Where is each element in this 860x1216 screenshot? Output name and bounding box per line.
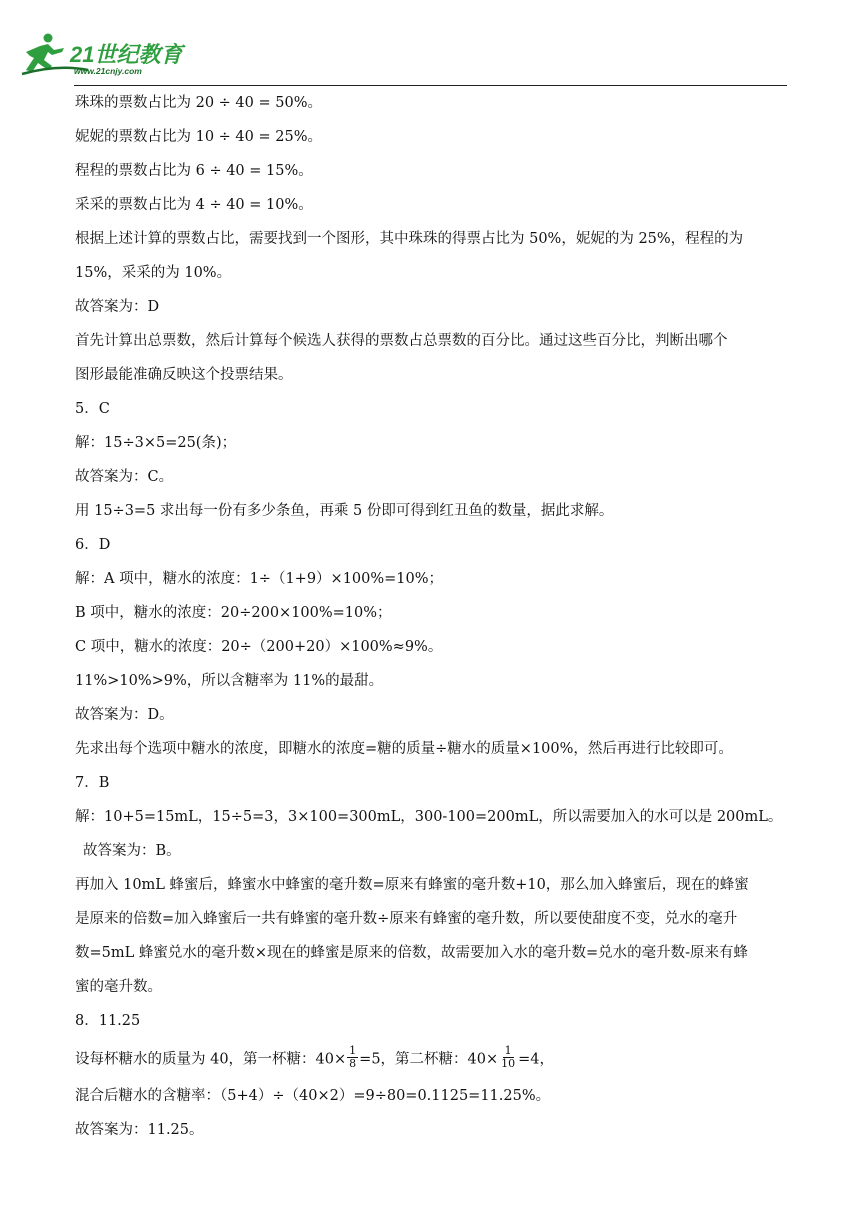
text-line: B 项中，糖水的浓度：20÷200×100%=10%； [75, 605, 392, 621]
text-line: 妮妮的票数占比为 10 ÷ 40 = 25%。 [75, 129, 322, 145]
text-segment: =4， [518, 1051, 555, 1068]
text-line: 故答案为：11.25。 [75, 1122, 204, 1138]
text-line: 珠珠的票数占比为 20 ÷ 40 = 50%。 [75, 95, 322, 111]
fraction-line [75, 1044, 555, 1072]
fraction [499, 1045, 517, 1070]
logo-text: 21世纪教育 [70, 42, 183, 67]
text-line: 解：10+5=15mL，15÷5=3，3×100=300mL，300-100=200mL，所以需要加入的水可以是 200mL。 [75, 809, 783, 825]
text-line: 15%，采采的为 10%。 [75, 265, 232, 281]
text-line: 程程的票数占比为 6 ÷ 40 = 15%。 [75, 163, 313, 179]
text-line: 解：15÷3×5=25(条)； [75, 435, 237, 451]
fraction-numerator: 1 [504, 1044, 512, 1057]
text-line: 用 15÷3=5 求出每一份有多少条鱼，再乘 5 份即可得到红丑鱼的数量，据此求解。 [75, 503, 614, 519]
fraction-numerator: 1 [349, 1044, 357, 1057]
text-line: 采采的票数占比为 4 ÷ 40 = 10%。 [75, 197, 313, 213]
question-number: 7．B [75, 775, 110, 791]
text-line: 故答案为：C。 [75, 469, 174, 485]
text-segment: 设每杯糖水的质量为 40，第一杯糖：40× [75, 1051, 347, 1068]
text-line: 根据上述计算的票数占比，需要找到一个图形，其中珠珠的得票占比为 50%，妮妮的为 25%，程程的为 [75, 231, 744, 247]
header-divider [74, 85, 787, 86]
logo-url: www.21cnjy.com [74, 66, 142, 76]
question-number: 5．C [75, 401, 110, 417]
site-logo [18, 30, 218, 80]
text-line: 故答案为：D [75, 299, 160, 315]
text-line: 故答案为：B。 [83, 843, 181, 859]
question-number: 8．11.25 [75, 1013, 141, 1029]
text-line: 解：A 项中，糖水的浓度：1÷（1+9）×100%=10%； [75, 571, 444, 587]
text-line: 混合后糖水的含糖率：（5+4）÷（40×2）=9÷80=0.1125=11.25%。 [75, 1088, 551, 1104]
text-line: C 项中，糖水的浓度：20÷（200+20）×100%≈9%。 [75, 639, 443, 655]
text-line: 首先计算出总票数，然后计算每个候选人获得的票数占总票数的百分比。通过这些百分比，判断出哪个 [75, 333, 728, 349]
text-line: 图形最能准确反映这个投票结果。 [75, 367, 293, 383]
text-line: 数=5mL 蜂蜜兑水的毫升数×现在的蜂蜜是原来的倍数，故需要加入水的毫升数=兑水的毫升数-原来有蜂 [75, 945, 749, 961]
fraction-denominator: 8 [349, 1057, 357, 1070]
fraction-denominator: 10 [501, 1057, 516, 1070]
page-header [0, 0, 860, 90]
text-line: 是原来的倍数=加入蜂蜜后一共有蜂蜜的毫升数÷原来有蜂蜜的毫升数，所以要使甜度不变，兑水的毫升 [75, 911, 738, 927]
text-line: 再加入 10mL 蜂蜜后，蜂蜜水中蜂蜜的毫升数=原来有蜂蜜的毫升数+10，那么加入蜂蜜后，现在的蜂蜜 [75, 877, 749, 893]
text-segment: =5，第二杯糖：40× [359, 1051, 499, 1068]
question-number: 6．D [75, 537, 111, 553]
text-line: 蜜的毫升数。 [75, 979, 162, 995]
fraction [347, 1045, 358, 1070]
text-line: 故答案为：D。 [75, 707, 174, 723]
text-line: 先求出每个选项中糖水的浓度，即糖水的浓度=糖的质量÷糖水的质量×100%，然后再进行比较即可。 [75, 741, 733, 757]
text-line: 11%>10%>9%，所以含糖率为 11%的最甜。 [75, 673, 384, 689]
